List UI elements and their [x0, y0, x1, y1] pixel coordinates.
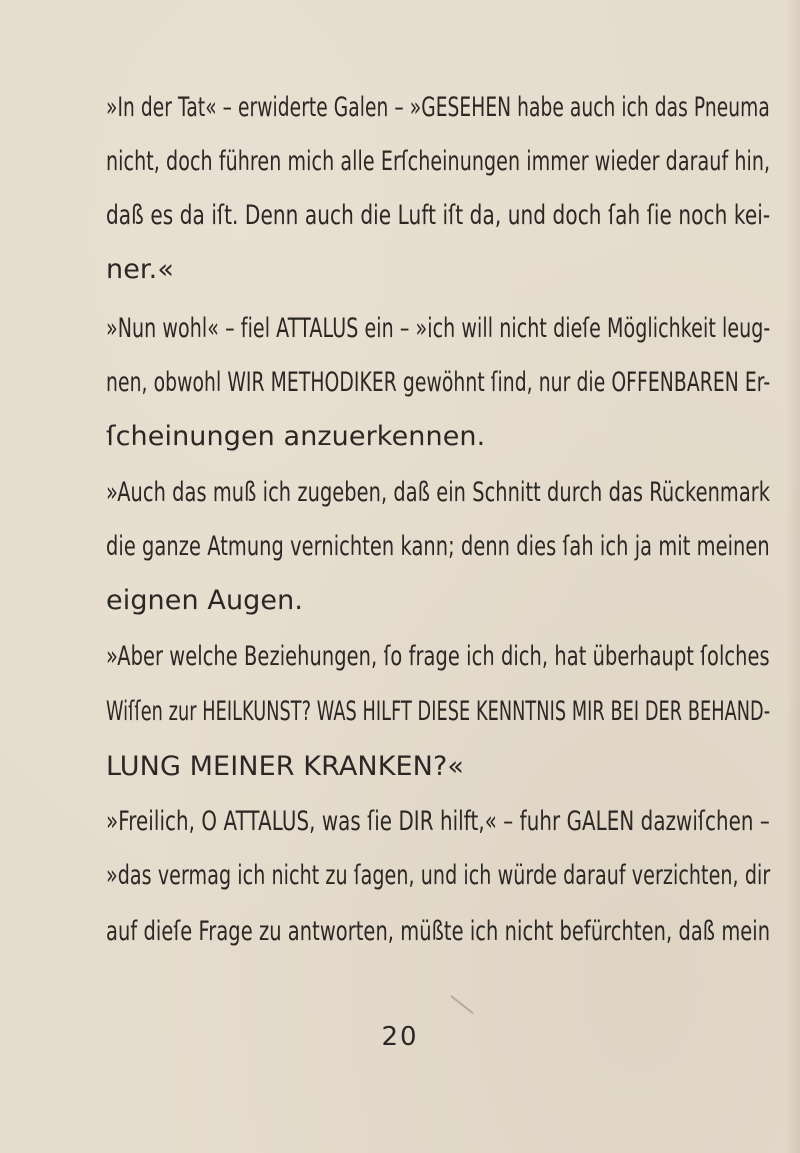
pencil-mark [450, 995, 473, 1014]
text-line-2: nicht, doch führen mich alle Erſcheinungen immer wieder darauf hin, [106, 146, 771, 177]
text-line-9: die ganze Atmung vernichten kann; denn dies ſah ich ja mit meinen [106, 531, 770, 562]
text-line-5: »Nun wohl« – fiel ATTALUS ein – »ich will nicht dieſe Möglichkeit leug- [106, 313, 771, 344]
page-number: 20 [381, 1022, 419, 1052]
text-line-15: »das vermag ich nicht zu ſagen, und ich würde darauf verzichten, dir [106, 860, 771, 891]
text-line-12: Wiſſen zur HEILKUNST? WAS HILFT DIESE KENNTNIS MIR BEI DER BEHAND- [106, 696, 771, 727]
text-line-13: LUNG MEINER KRANKEN?« [106, 751, 465, 782]
text-line-10: eignen Augen. [106, 585, 303, 616]
text-line-16: auf dieſe Frage zu antworten, müßte ich nicht befürchten, daß mein [106, 916, 771, 947]
text-line-8: »Auch das muß ich zugeben, daß ein Schnitt durch das Rückenmark [106, 477, 771, 508]
page-edge-shadow [786, 0, 800, 1153]
text-line-11: »Aber welche Beziehungen, ſo frage ich dich, hat überhaupt ſolches [106, 641, 770, 672]
text-line-1: »In der Tat« – erwiderte Galen – »GESEHEN habe auch ich das Pneuma [106, 92, 770, 123]
text-line-7: ſcheinungen anzuerkennen. [106, 421, 486, 452]
text-line-4: ner.« [106, 254, 174, 285]
text-line-6: nen, obwohl WIR METHODIKER gewöhnt ſind, nur die OFFENBAREN Er- [106, 367, 771, 398]
text-line-3: daß es da iſt. Denn auch die Luft iſt da, und doch ſah ſie noch kei- [106, 200, 771, 231]
text-line-14: »Freilich, O ATTALUS, was ſie DIR hilft,« – fuhr GALEN dazwiſchen – [106, 806, 770, 837]
